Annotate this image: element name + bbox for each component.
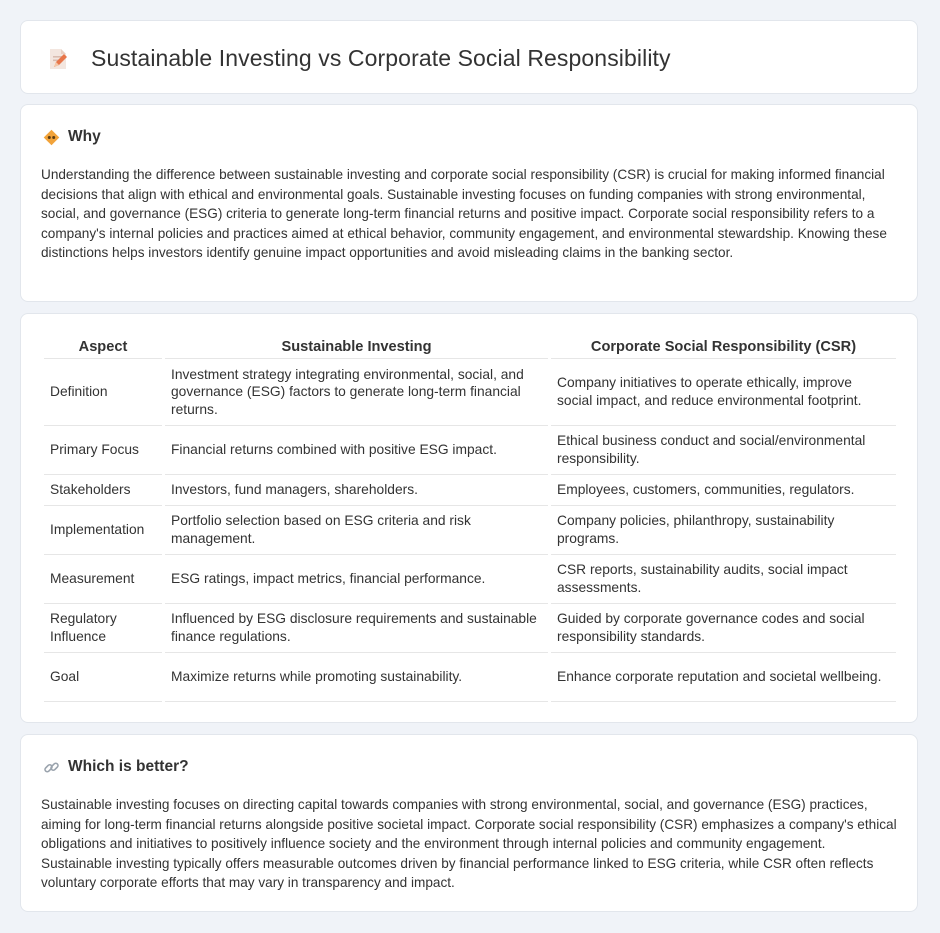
diamond-sign-icon: [43, 129, 60, 146]
row-aspect: Definition: [44, 359, 162, 426]
document-pen-icon: [47, 47, 69, 71]
row-csr: Ethical business conduct and social/environmental responsibility.: [551, 426, 896, 475]
title-card: [20, 20, 918, 94]
row-sustainable-investing: Maximize returns while promoting sustainability.: [165, 653, 548, 702]
row-sustainable-investing: Investors, fund managers, shareholders.: [165, 475, 548, 506]
header-aspect: Aspect: [44, 336, 162, 359]
table-row: [44, 426, 896, 475]
table-row: [44, 555, 896, 604]
row-csr: Company policies, philanthropy, sustainability programs.: [551, 506, 896, 555]
table-row: [44, 653, 896, 702]
row-aspect: Measurement: [44, 555, 162, 604]
row-aspect: Stakeholders: [44, 475, 162, 506]
row-sustainable-investing: Investment strategy integrating environmental, social, and governance (ESG) factors to generate long-term financial returns.: [165, 359, 548, 426]
better-heading: [43, 758, 189, 776]
which-is-better-section: [20, 734, 918, 912]
row-sustainable-investing: Portfolio selection based on ESG criteria and risk management.: [165, 506, 548, 555]
row-sustainable-investing: Influenced by ESG disclosure requirements and sustainable finance regulations.: [165, 604, 548, 653]
row-csr: Enhance corporate reputation and societal wellbeing.: [551, 653, 896, 702]
table-row: [44, 506, 896, 555]
row-aspect: Goal: [44, 653, 162, 702]
table-row: [44, 359, 896, 426]
row-aspect: Regulatory Influence: [44, 604, 162, 653]
link-icon: [43, 759, 60, 776]
why-text: Understanding the difference between sustainable investing and corporate social responsibility (CSR) is crucial for making informed financial decisions that align with ethical and environmental goals. Sustainable investing focuses on funding companies with strong environmental, social, and governance (ESG) criteria to generate long-term financial returns and positive impact. Corporate social responsibility refers to a company's internal policies and practices aimed at ethical behavior, community engagement, and environmental stewardship. Knowing these distinctions helps investors identify genuine impact opportunities and avoid misleading claims in the banking sector.: [41, 167, 887, 261]
row-csr: CSR reports, sustainability audits, social impact assessments.: [551, 555, 896, 604]
table-row: [44, 475, 896, 506]
comparison-section: [20, 313, 918, 723]
why-title: Why: [68, 128, 101, 145]
better-title: Which is better?: [68, 758, 189, 775]
row-sustainable-investing: ESG ratings, impact metrics, financial performance.: [165, 555, 548, 604]
why-section: [20, 104, 918, 302]
row-csr: Company initiatives to operate ethically, improve social impact, and reduce environmental footprint.: [551, 359, 896, 426]
comparison-table: [41, 336, 899, 702]
row-aspect: Implementation: [44, 506, 162, 555]
row-sustainable-investing: Financial returns combined with positive ESG impact.: [165, 426, 548, 475]
row-csr: Employees, customers, communities, regulators.: [551, 475, 896, 506]
table-row: [44, 604, 896, 653]
page-title: Sustainable Investing vs Corporate Social Responsibility: [91, 45, 671, 71]
why-heading: [43, 128, 101, 146]
header-csr: Corporate Social Responsibility (CSR): [551, 336, 896, 359]
table-header-row: [44, 336, 896, 359]
row-csr: Guided by corporate governance codes and social responsibility standards.: [551, 604, 896, 653]
better-text: Sustainable investing focuses on directing capital towards companies with strong environmental, social, and governance (ESG) practices, aiming for long-term financial returns alongside positive societal impact. Corporate social responsibility (CSR) emphasizes a company's ethical obligations and initiatives to positively influence society and the environment through internal policies and community engagement. Sustainable investing typically offers measurable outcomes driven by financial performance linked to ESG criteria, while CSR often reflects voluntary corporate efforts that may vary in transparency and impact.: [41, 797, 897, 891]
row-aspect: Primary Focus: [44, 426, 162, 475]
header-sustainable-investing: Sustainable Investing: [165, 336, 548, 359]
